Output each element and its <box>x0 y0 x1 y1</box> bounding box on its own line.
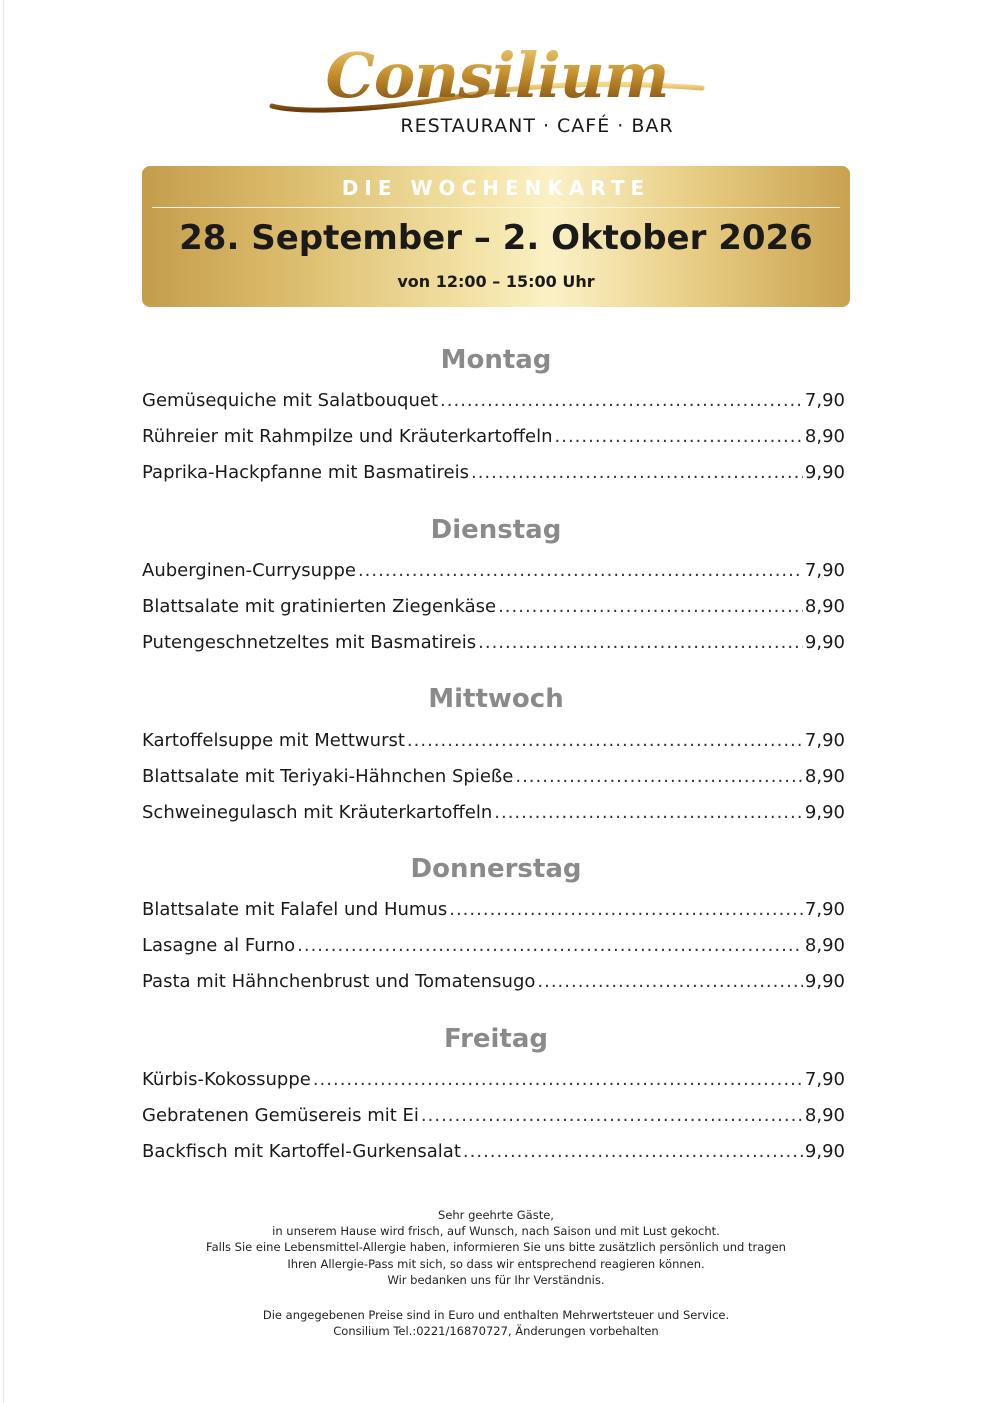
dish-price: 7,90 <box>804 560 845 581</box>
menu-item <box>142 462 845 488</box>
dot-leader <box>449 899 803 920</box>
menu-item <box>142 1141 845 1167</box>
footer-contact: Consilium Tel.:0221/16870727, Änderungen vorbehalten <box>333 1324 659 1339</box>
dish-price: 8,90 <box>804 935 845 956</box>
dot-leader <box>515 766 803 787</box>
footer-line: Wir bedanken uns für Ihr Verständnis. <box>387 1272 605 1287</box>
dish-name: Gebratenen Gemüsereis mit Ei <box>142 1105 419 1126</box>
menu-item <box>142 1069 845 1095</box>
menu-item <box>142 730 845 756</box>
dish-price: 9,90 <box>804 802 845 823</box>
footer-line: Falls Sie eine Lebensmittel-Allergie haben, informieren Sie uns bitte zusätzlich persönlich und tragen <box>206 1240 786 1255</box>
menu-item <box>142 632 845 658</box>
dish-price: 7,90 <box>804 390 845 411</box>
dot-leader <box>297 935 803 956</box>
day-heading: Mittwoch <box>428 684 564 714</box>
dish-price: 9,90 <box>804 462 845 483</box>
dish-price: 8,90 <box>804 1105 845 1126</box>
menu-item <box>142 971 845 997</box>
dish-name: Kürbis-Kokossuppe <box>142 1069 311 1090</box>
dish-price: 7,90 <box>804 1069 845 1090</box>
logo-script: Consilium <box>262 36 732 116</box>
menu-item <box>142 802 845 828</box>
footer-prices <box>142 1307 850 1339</box>
dot-leader <box>478 632 803 653</box>
dot-leader <box>421 1105 803 1126</box>
logo-subtitle: RESTAURANT · CAFÉ · BAR <box>400 115 674 137</box>
dish-name: Blattsalate mit Teriyaki-Hähnchen Spieße <box>142 766 514 787</box>
day-heading: Dienstag <box>430 515 562 545</box>
menu-item <box>142 426 845 452</box>
dot-leader <box>494 802 803 823</box>
dish-name: Putengeschnetzeltes mit Basmatireis <box>142 632 477 653</box>
dish-name: Blattsalate mit Falafel und Humus <box>142 899 448 920</box>
dish-price: 8,90 <box>804 426 845 447</box>
menu-item <box>142 899 845 925</box>
menu-item <box>142 596 845 622</box>
day-heading: Montag <box>440 345 552 375</box>
footer-notice <box>142 1207 850 1288</box>
dish-name: Gemüsequiche mit Salatbouquet <box>142 390 439 411</box>
dish-name: Lasagne al Furno <box>142 935 296 956</box>
banner-hours: von 12:00 – 15:00 Uhr <box>397 272 595 291</box>
footer-price-note: Die angegebenen Preise sind in Euro und enthalten Mehrwertsteuer und Service. <box>262 1308 730 1322</box>
banner-dates: 28. September – 2. Oktober 2026 <box>179 218 813 258</box>
dish-price: 9,90 <box>804 971 845 992</box>
dot-leader <box>407 730 803 751</box>
dish-price: 7,90 <box>804 730 845 751</box>
menu-item <box>142 560 845 586</box>
dot-leader <box>471 462 803 483</box>
day-heading: Freitag <box>443 1024 549 1054</box>
banner-title: DIE WOCHENKARTE <box>341 176 651 200</box>
menu-item <box>142 766 845 792</box>
footer-line: in unserem Hause wird frisch, auf Wunsch, nach Saison und mit Lust gekocht. <box>272 1224 720 1239</box>
dot-leader <box>498 596 803 617</box>
menu-item <box>142 1105 845 1131</box>
dot-leader <box>358 560 803 581</box>
week-banner <box>142 166 850 307</box>
dot-leader <box>463 1141 803 1162</box>
dot-leader <box>537 971 803 992</box>
dish-name: Auberginen-Currysuppe <box>142 560 356 581</box>
dish-price: 8,90 <box>804 596 845 617</box>
banner-divider <box>152 207 840 208</box>
page-edge <box>3 0 4 1403</box>
dish-name: Blattsalate mit gratinierten Ziegenkäse <box>142 596 497 617</box>
consilium-logo <box>262 36 732 144</box>
dish-name: Backfisch mit Kartoffel-Gurkensalat <box>142 1141 461 1162</box>
dish-name: Pasta mit Hähnchenbrust und Tomatensugo <box>142 971 536 992</box>
menu-item <box>142 390 845 416</box>
dot-leader <box>440 390 803 411</box>
dot-leader <box>555 426 803 447</box>
dish-name: Paprika-Hackpfanne mit Basmatireis <box>142 462 469 483</box>
day-heading: Donnerstag <box>410 854 582 884</box>
menu-item <box>142 935 845 961</box>
dish-price: 9,90 <box>804 632 845 653</box>
dish-price: 9,90 <box>804 1141 845 1162</box>
dish-name: Schweinegulasch mit Kräuterkartoffeln <box>142 802 493 823</box>
dish-name: Rühreier mit Rahmpilze und Kräuterkartoffeln <box>142 426 553 447</box>
dish-price: 7,90 <box>804 899 845 920</box>
dish-name: Kartoffelsuppe mit Mettwurst <box>142 730 405 751</box>
dish-price: 8,90 <box>804 766 845 787</box>
dot-leader <box>313 1069 803 1090</box>
footer-line: Ihren Allergie-Pass mit sich, so dass wir entsprechend reagieren können. <box>287 1256 705 1271</box>
footer-greeting: Sehr geehrte Gäste, <box>438 1208 554 1222</box>
